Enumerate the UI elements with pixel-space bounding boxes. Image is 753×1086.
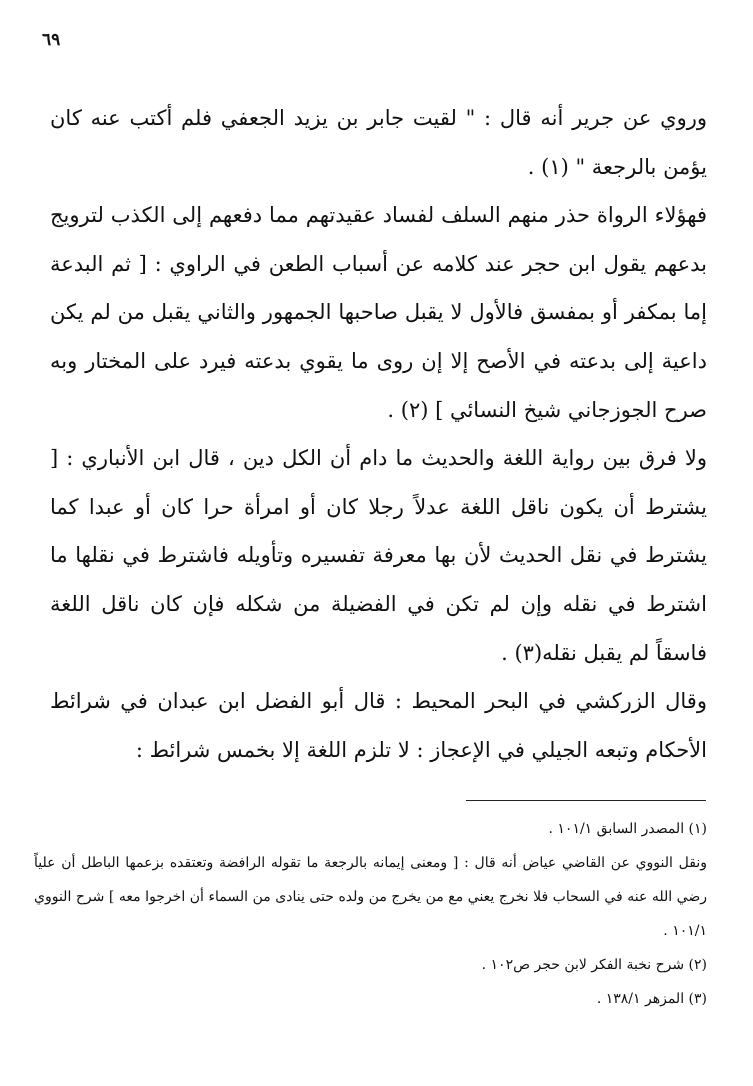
footnote: (٣) المزهر ١٣٨/١ . bbox=[596, 991, 707, 1007]
body-paragraph: فهؤلاء الرواة حذر منهم السلف لفساد عقيدتهم مما دفعهم إلى الكذب لترويج بدعهم يقول ابن حجر عند كلامه عن أسباب الطعن في الراوي : [ ثم البدعة إما بمكفر أو بمفسق فالأول لا يقبل صاحبها الجمهور والثاني يقبل من لم يكن داعية إلى بدعته في الأصح إلا إن روى ما يقوي بدعته فيرد على المختار وبه صرح الجوزجاني شيخ النسائي ] (٢) . bbox=[50, 203, 707, 422]
footnote: ونقل النووي عن القاضي عياض أنه قال : [ ومعنى إيمانه بالرجعة ما تقوله الرافضة وتعتقده بزعمها الباطل أن علياً رضي الله عنه في السحاب فلا نخرج يعني مع من يخرج من ولده حتى ينادى من السماء أن اخرجوا معه ] شرح النووي ١٠١/١ . bbox=[34, 855, 707, 939]
footnote: (٢) شرح نخبة الفكر لابن حجر ص١٠٢ . bbox=[481, 957, 707, 973]
body-paragraph: وروي عن جرير أنه قال : " لقيت جابر بن يزيد الجعفي فلم أكتب عنه كان يؤمن بالرجعة " (١) . bbox=[50, 106, 707, 179]
page-number: ٦٩ bbox=[42, 30, 61, 50]
footnote-divider bbox=[466, 800, 706, 801]
footnotes bbox=[34, 812, 707, 1016]
main-text bbox=[50, 94, 707, 774]
body-paragraph: وقال الزركشي في البحر المحيط : قال أبو الفضل ابن عبدان في شرائط الأحكام وتبعه الجيلي في الإعجاز : لا تلزم اللغة إلا بخمس شرائط : bbox=[50, 689, 707, 762]
footnote: (١) المصدر السابق ١٠١/١ . bbox=[548, 821, 707, 837]
body-paragraph: ولا فرق بين رواية اللغة والحديث ما دام أن الكل دين ، قال ابن الأنباري : [ يشترط أن يكون ناقل اللغة عدلاً رجلا كان أو امرأة حرا كان أو عبدا كما يشترط في نقل الحديث لأن بها معرفة تفسيره وتأويله فاشترط في نقلها ما اشترط في نقله وإن لم تكن في الفضيلة من شكله فإن كان ناقل اللغة فاسقاً لم يقبل نقله(٣) . bbox=[50, 446, 707, 665]
